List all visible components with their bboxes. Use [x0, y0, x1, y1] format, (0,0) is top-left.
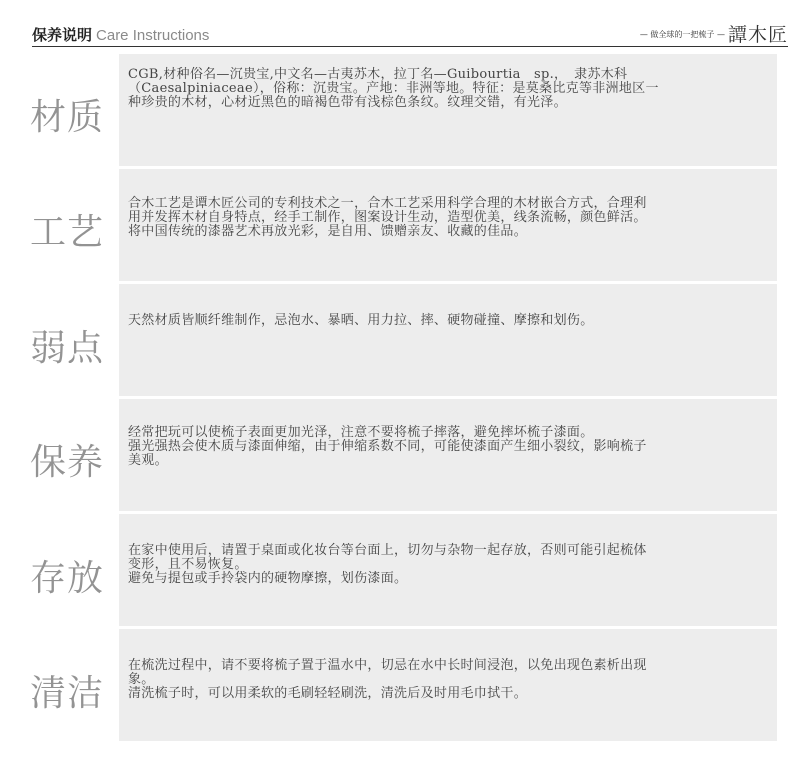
brand-slogan: — 做全球的一把梳子 — [639, 30, 725, 39]
section-label: 清洁 [30, 673, 105, 714]
text-line: 种珍贵的木材，心材近黑色的暗褐色带有浅棕色条纹。纹理交错，有光泽。 [128, 95, 567, 110]
text-line: 美观。 [128, 453, 168, 468]
section-label: 保养 [30, 442, 105, 483]
text-line: 清洗梳子时，可以用柔软的毛刷轻轻刷洗，清洗后及时用毛巾拭干。 [128, 686, 528, 701]
section-text-box [119, 169, 777, 281]
section-storage [0, 514, 790, 626]
text-line: CGB,材种俗名—沉贵宝,中文名—古夷苏木，拉丁名—Guibourtia sp.， 隶苏木科 [128, 67, 628, 82]
section-text-box [119, 284, 777, 396]
text-line: 象。 [128, 672, 155, 687]
text-line: 在家中使用后，请置于桌面或化妆台等台面上，切勿与杂物一起存放，否则可能引起梳体 [128, 543, 647, 558]
section-label: 存放 [30, 558, 105, 599]
page-title [32, 25, 209, 46]
section-label: 弱点 [30, 328, 105, 369]
text-line: 将中国传统的漆器艺术再放光彩，是自用、馈赠亲友、收藏的佳品。 [128, 224, 528, 239]
page-title-english: Care Instructions [96, 27, 210, 44]
section-text-box [119, 514, 777, 626]
text-line: 强光强热会使木质与漆面伸缩，由于伸缩系数不同，可能使漆面产生细小裂纹，影响梳子 [128, 439, 647, 454]
page-title-chinese: 保养说明 [32, 26, 93, 44]
section-maintenance [0, 399, 790, 511]
text-line: 在梳洗过程中，请不要将梳子置于温水中，切忌在水中长时间浸泡，以免出现色素析出现 [128, 658, 647, 673]
text-line: 避免与提包或手拎袋内的硬物摩擦，划伤漆面。 [128, 571, 408, 586]
section-weakness [0, 284, 790, 396]
section-material [0, 54, 790, 166]
text-line: （Caesalpiniaceae），俗称：沉贵宝。产地：非洲等地。特征：是莫桑比克等非洲地区一 [128, 81, 659, 96]
section-label: 材质 [30, 97, 105, 138]
section-label: 工艺 [30, 212, 105, 253]
section-cleaning [0, 629, 790, 741]
text-line: 经常把玩可以使梳子表面更加光泽，注意不要将梳子摔落，避免摔坏梳子漆面。 [128, 425, 594, 440]
text-line: 变形，且不易恢复。 [128, 557, 248, 572]
text-line: 合木工艺是谭木匠公司的专利技术之一，合木工艺采用科学合理的木材嵌合方式，合理利 [128, 196, 647, 211]
text-line: 用并发挥木材自身特点，经手工制作，图案设计生动，造型优美，线条流畅，颜色鲜活。 [128, 210, 647, 225]
text-line: 天然材质皆顺纤维制作，忌泡水、暴晒、用力拉、摔、硬物碰撞、摩擦和划伤。 [128, 313, 594, 328]
page-header [32, 24, 788, 47]
section-craft [0, 169, 790, 281]
brand-block [640, 24, 788, 46]
brand-logo: 譚木匠 [727, 24, 788, 46]
section-text-box [119, 399, 777, 511]
section-text-box [119, 629, 777, 741]
section-text-box [119, 54, 777, 166]
